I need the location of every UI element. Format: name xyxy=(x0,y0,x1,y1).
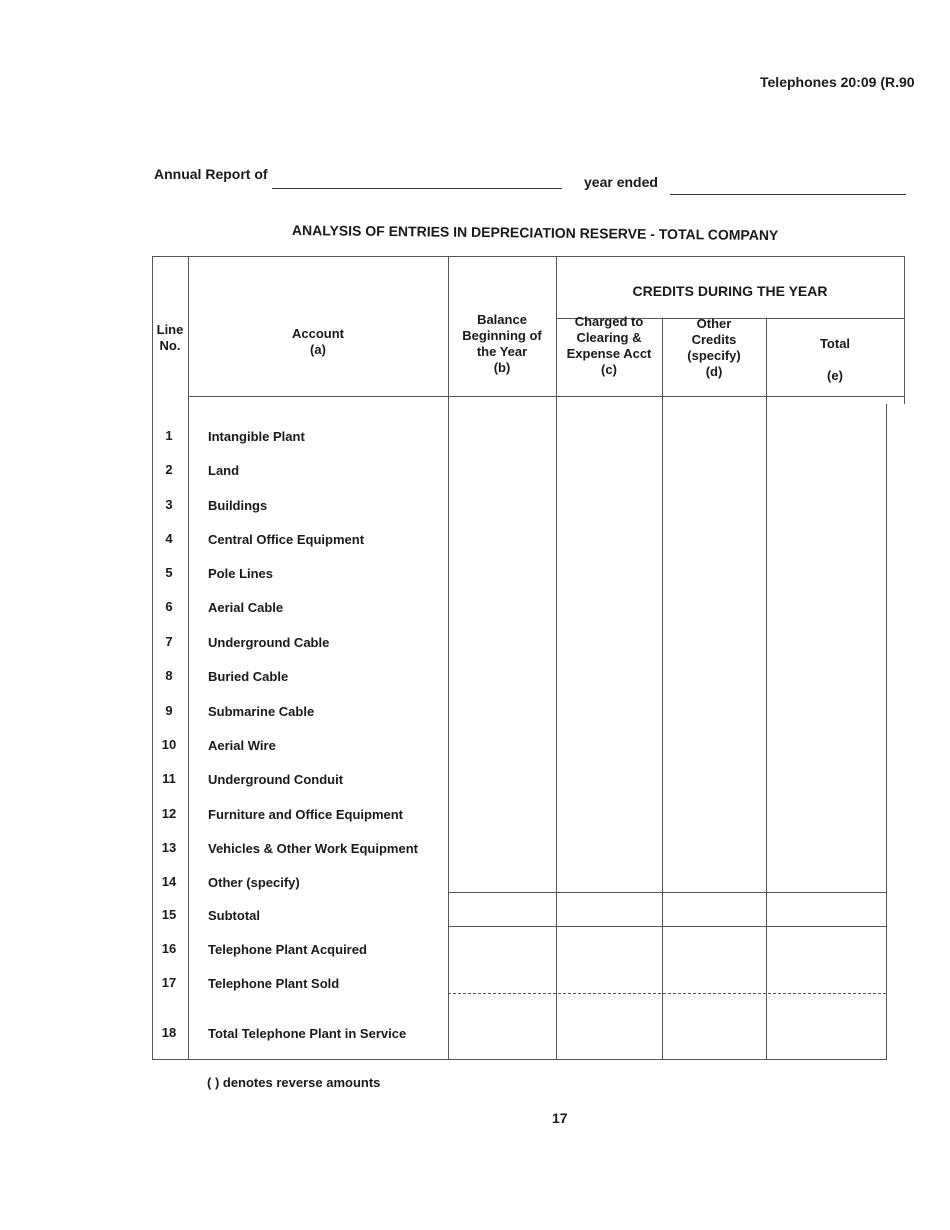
row-account: Pole Lines xyxy=(208,566,274,581)
subtotal-top-rule xyxy=(448,892,886,893)
row-account: Subtotal xyxy=(208,908,260,923)
row-account: Telephone Plant Acquired xyxy=(208,942,367,957)
form-title: ANALYSIS OF ENTRIES IN DEPRECIATION RESERVE - TOTAL COMPANY xyxy=(291,222,779,244)
row-number: 4 xyxy=(165,531,173,546)
row-account: Furniture and Office Equipment xyxy=(208,807,404,822)
total-top-rule xyxy=(448,993,886,994)
annual-report-blank-line[interactable] xyxy=(272,188,562,189)
row-account: Vehicles & Other Work Equipment xyxy=(208,841,418,856)
depreciation-table xyxy=(152,256,904,1060)
table-row xyxy=(152,874,452,894)
header-account: Account (a) xyxy=(292,326,344,357)
row-account: Land xyxy=(208,463,240,478)
table-top-border xyxy=(152,256,904,257)
col-divider-line xyxy=(188,256,189,1060)
header-line-no: Line No. xyxy=(156,322,184,353)
row-account: Telephone Plant Sold xyxy=(208,976,340,991)
row-number: 2 xyxy=(165,462,173,477)
row-number: 5 xyxy=(165,565,173,580)
annual-report-label: Annual Report of xyxy=(154,166,268,182)
table-right-border xyxy=(904,256,905,404)
table-row xyxy=(152,462,452,482)
header-balance: Balance Beginning of the Year (b) xyxy=(462,312,542,375)
row-account: Buried Cable xyxy=(208,669,289,684)
subtotal-bottom-rule xyxy=(448,926,886,927)
row-number: 7 xyxy=(165,634,173,649)
table-row xyxy=(152,497,452,517)
row-account: Central Office Equipment xyxy=(208,532,365,547)
row-number: 6 xyxy=(165,599,173,614)
table-row xyxy=(152,737,452,757)
row-account: Intangible Plant xyxy=(208,429,305,444)
row-number: 3 xyxy=(165,497,173,512)
table-row xyxy=(152,599,452,619)
row-number: 16 xyxy=(161,941,177,956)
table-row xyxy=(152,703,452,723)
row-number: 17 xyxy=(161,975,177,990)
year-ended-blank-line[interactable] xyxy=(670,194,906,195)
table-row xyxy=(152,668,452,688)
row-number: 11 xyxy=(162,771,176,786)
row-number: 10 xyxy=(161,737,177,752)
form-reference: Telephones 20:09 (R.90 xyxy=(760,74,915,90)
row-number: 15 xyxy=(161,907,177,922)
table-row xyxy=(152,771,452,791)
table-row xyxy=(152,428,452,448)
row-number: 14 xyxy=(161,874,177,889)
footnote: ( ) denotes reverse amounts xyxy=(207,1075,381,1090)
year-ended-label: year ended xyxy=(584,174,658,190)
col-divider-charged xyxy=(662,318,663,1060)
row-account: Aerial Wire xyxy=(208,738,276,753)
col-divider-account xyxy=(448,256,449,1060)
header-credits-group: CREDITS DURING THE YEAR xyxy=(632,283,828,299)
row-number: 9 xyxy=(165,703,173,718)
table-row xyxy=(152,941,452,961)
row-account: Buildings xyxy=(208,498,268,513)
row-number: 8 xyxy=(165,668,173,683)
header-other: Other Credits (specify) (d) xyxy=(687,316,741,379)
row-account: Aerial Cable xyxy=(208,600,284,615)
col-divider-other xyxy=(766,318,767,1060)
row-account: Total Telephone Plant in Service xyxy=(208,1026,407,1041)
header-charged: Charged to Clearing & Expense Acct (c) xyxy=(566,314,652,377)
table-row xyxy=(152,907,452,927)
table-row xyxy=(152,531,452,551)
row-number: 12 xyxy=(161,806,177,821)
table-row xyxy=(152,1025,452,1045)
row-number: 13 xyxy=(161,840,177,855)
header-total: Total (e) xyxy=(819,336,851,383)
header-bottom-border xyxy=(188,396,904,397)
table-row xyxy=(152,565,452,585)
row-account: Other (specify) xyxy=(208,875,300,890)
row-account: Underground Cable xyxy=(208,635,330,650)
row-account: Underground Conduit xyxy=(208,772,344,787)
table-row xyxy=(152,975,452,995)
row-account: Submarine Cable xyxy=(208,704,315,719)
table-row xyxy=(152,840,452,860)
table-left-border xyxy=(152,256,153,1060)
row-number: 1 xyxy=(165,428,173,443)
row-number: 18 xyxy=(161,1025,177,1040)
table-bottom-border xyxy=(152,1059,886,1060)
table-row xyxy=(152,806,452,826)
table-row xyxy=(152,634,452,654)
page-number: 17 xyxy=(552,1110,568,1126)
table-right-border-lower xyxy=(886,404,887,1060)
